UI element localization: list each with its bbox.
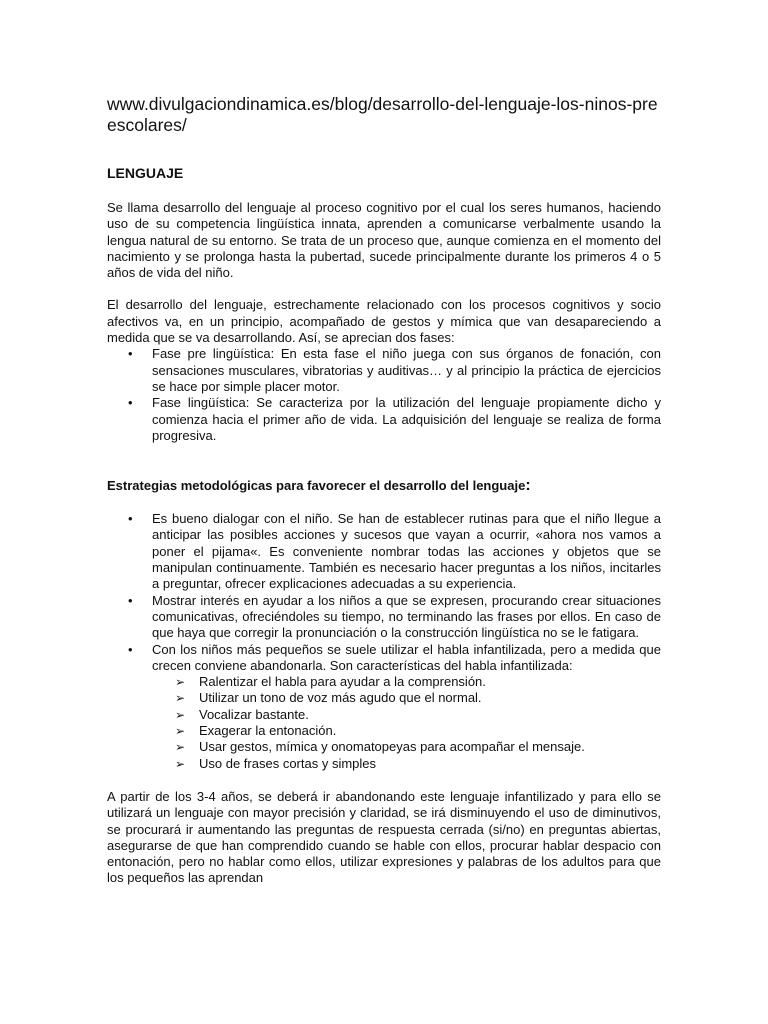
phases-list [107,346,661,444]
strategy-text: Es bueno dialogar con el niño. Se han de establecer rutinas para que el niño llegue a anticipar las posibles acciones y sucesos que vayan a ocurrir, «ahora nos vamos a poner el pijama«. Es conveniente nombrar todas las acciones y objetos que se manipulan continuamente. También es necesario hacer preguntas a los niños, incitarles a preguntar, ofrecer explicaciones adecuadas a su experiencia. [152,511,661,592]
strategies-heading-colon: : [525,477,531,495]
section-heading-lenguaje: LENGUAJE [107,165,184,181]
list-item [107,674,661,690]
feature-text: Uso de frases cortas y simples [199,755,377,771]
strategies-heading [107,477,661,494]
bullet-icon: • [128,395,133,411]
strategy-text: Mostrar interés en ayudar a los niños a que se expresen, procurando crear situaciones comunicativas, ofreciéndoles su tiempo, no terminando las frases por ellos. En caso de que haya que corregir la pronunciación o la construcción lingüística no se le fatigara. [152,592,661,641]
feature-text: Exagerar la entonación. [199,723,337,739]
phases-paragraph: El desarrollo del lenguaje, estrechamente relacionado con los procesos cognitivos y socio afectivos va, en un principio, acompañado de gestos y mímica que van desapareciendo a medida que se va desarrollando. Así, se aprecian dos fases: [107,297,661,346]
document-page [107,94,661,887]
bullet-icon: • [128,346,133,362]
feature-text: Utilizar un tono de voz más agudo que el normal. [199,690,482,706]
infantilized-features-list [107,674,661,772]
list-item [107,395,661,444]
list-item [107,739,661,755]
phase-text: Fase lingüística: Se caracteriza por la utilización del lenguaje propiamente dicho y comienza hacia el primer año de vida. La adquisición del lenguaje se realiza de forma progresiva. [152,395,661,443]
source-url: www.divulgaciondinamica.es/blog/desarrollo-del-lenguaje-los-ninos-preescolares/ [107,94,658,135]
strategies-heading-text: Estrategias metodológicas para favorecer el desarrollo del lenguaje [107,478,526,494]
list-item [107,756,661,772]
list-item [107,511,661,592]
feature-text: Usar gestos, mímica y onomatopeyas para acompañar el mensaje. [199,739,585,755]
strategy-text: Con los niños más pequeños se suele utilizar el habla infantilizada, pero a medida que crecen conviene abandonarla. Son características del habla infantilizada: [152,641,661,673]
arrow-bullet-icon: ➢ [175,724,186,739]
strategies-list [107,511,661,674]
intro-paragraph: Se llama desarrollo del lenguaje al proceso cognitivo por el cual los seres humanos, haciendo uso de su competencia lingüística innata, aprenden a comunicarse verbalmente usando la lengua natural de su entorno. Se trata de un proceso que, aunque comienza en el momento del nacimiento y se prolonga hasta la pubertad, sucede principalmente durante los primeros 4 o 5 años de vida del niño. [107,200,661,281]
arrow-bullet-icon: ➢ [175,740,186,755]
phase-text: Fase pre lingüística: En esta fase el niño juega con sus órganos de fonación, con sensaciones musculares, vibratorias y auditivas… y al principio la práctica de ejercicios se hace por simple placer motor. [152,346,661,394]
list-item [107,642,661,675]
feature-text: Vocalizar bastante. [199,706,309,722]
arrow-bullet-icon: ➢ [175,675,186,690]
feature-text: Ralentizar el habla para ayudar a la comprensión. [199,674,486,690]
bullet-icon: • [128,641,133,657]
list-item [107,690,661,706]
closing-paragraph: A partir de los 3-4 años, se deberá ir abandonando este lenguaje infantilizado y para ello se utilizará un lenguaje con mayor precisión y claridad, se irá disminuyendo el uso de diminutivos, se procurará ir aumentando las preguntas de respuesta cerrada (si/no) en preguntas abiertas, asegurarse de que han comprendido cuando se hable con ellos, procurar hablar despacio con entonación, pero no hablar como ellos, utilizar expresiones y palabras de los adultos para que los pequeños las aprendan [107,788,661,886]
bullet-icon: • [128,592,133,608]
list-item [107,346,661,395]
arrow-bullet-icon: ➢ [175,756,186,771]
list-item [107,723,661,739]
arrow-bullet-icon: ➢ [175,691,186,706]
list-item [107,593,661,642]
bullet-icon: • [128,511,133,527]
arrow-bullet-icon: ➢ [175,707,186,722]
list-item [107,707,661,723]
